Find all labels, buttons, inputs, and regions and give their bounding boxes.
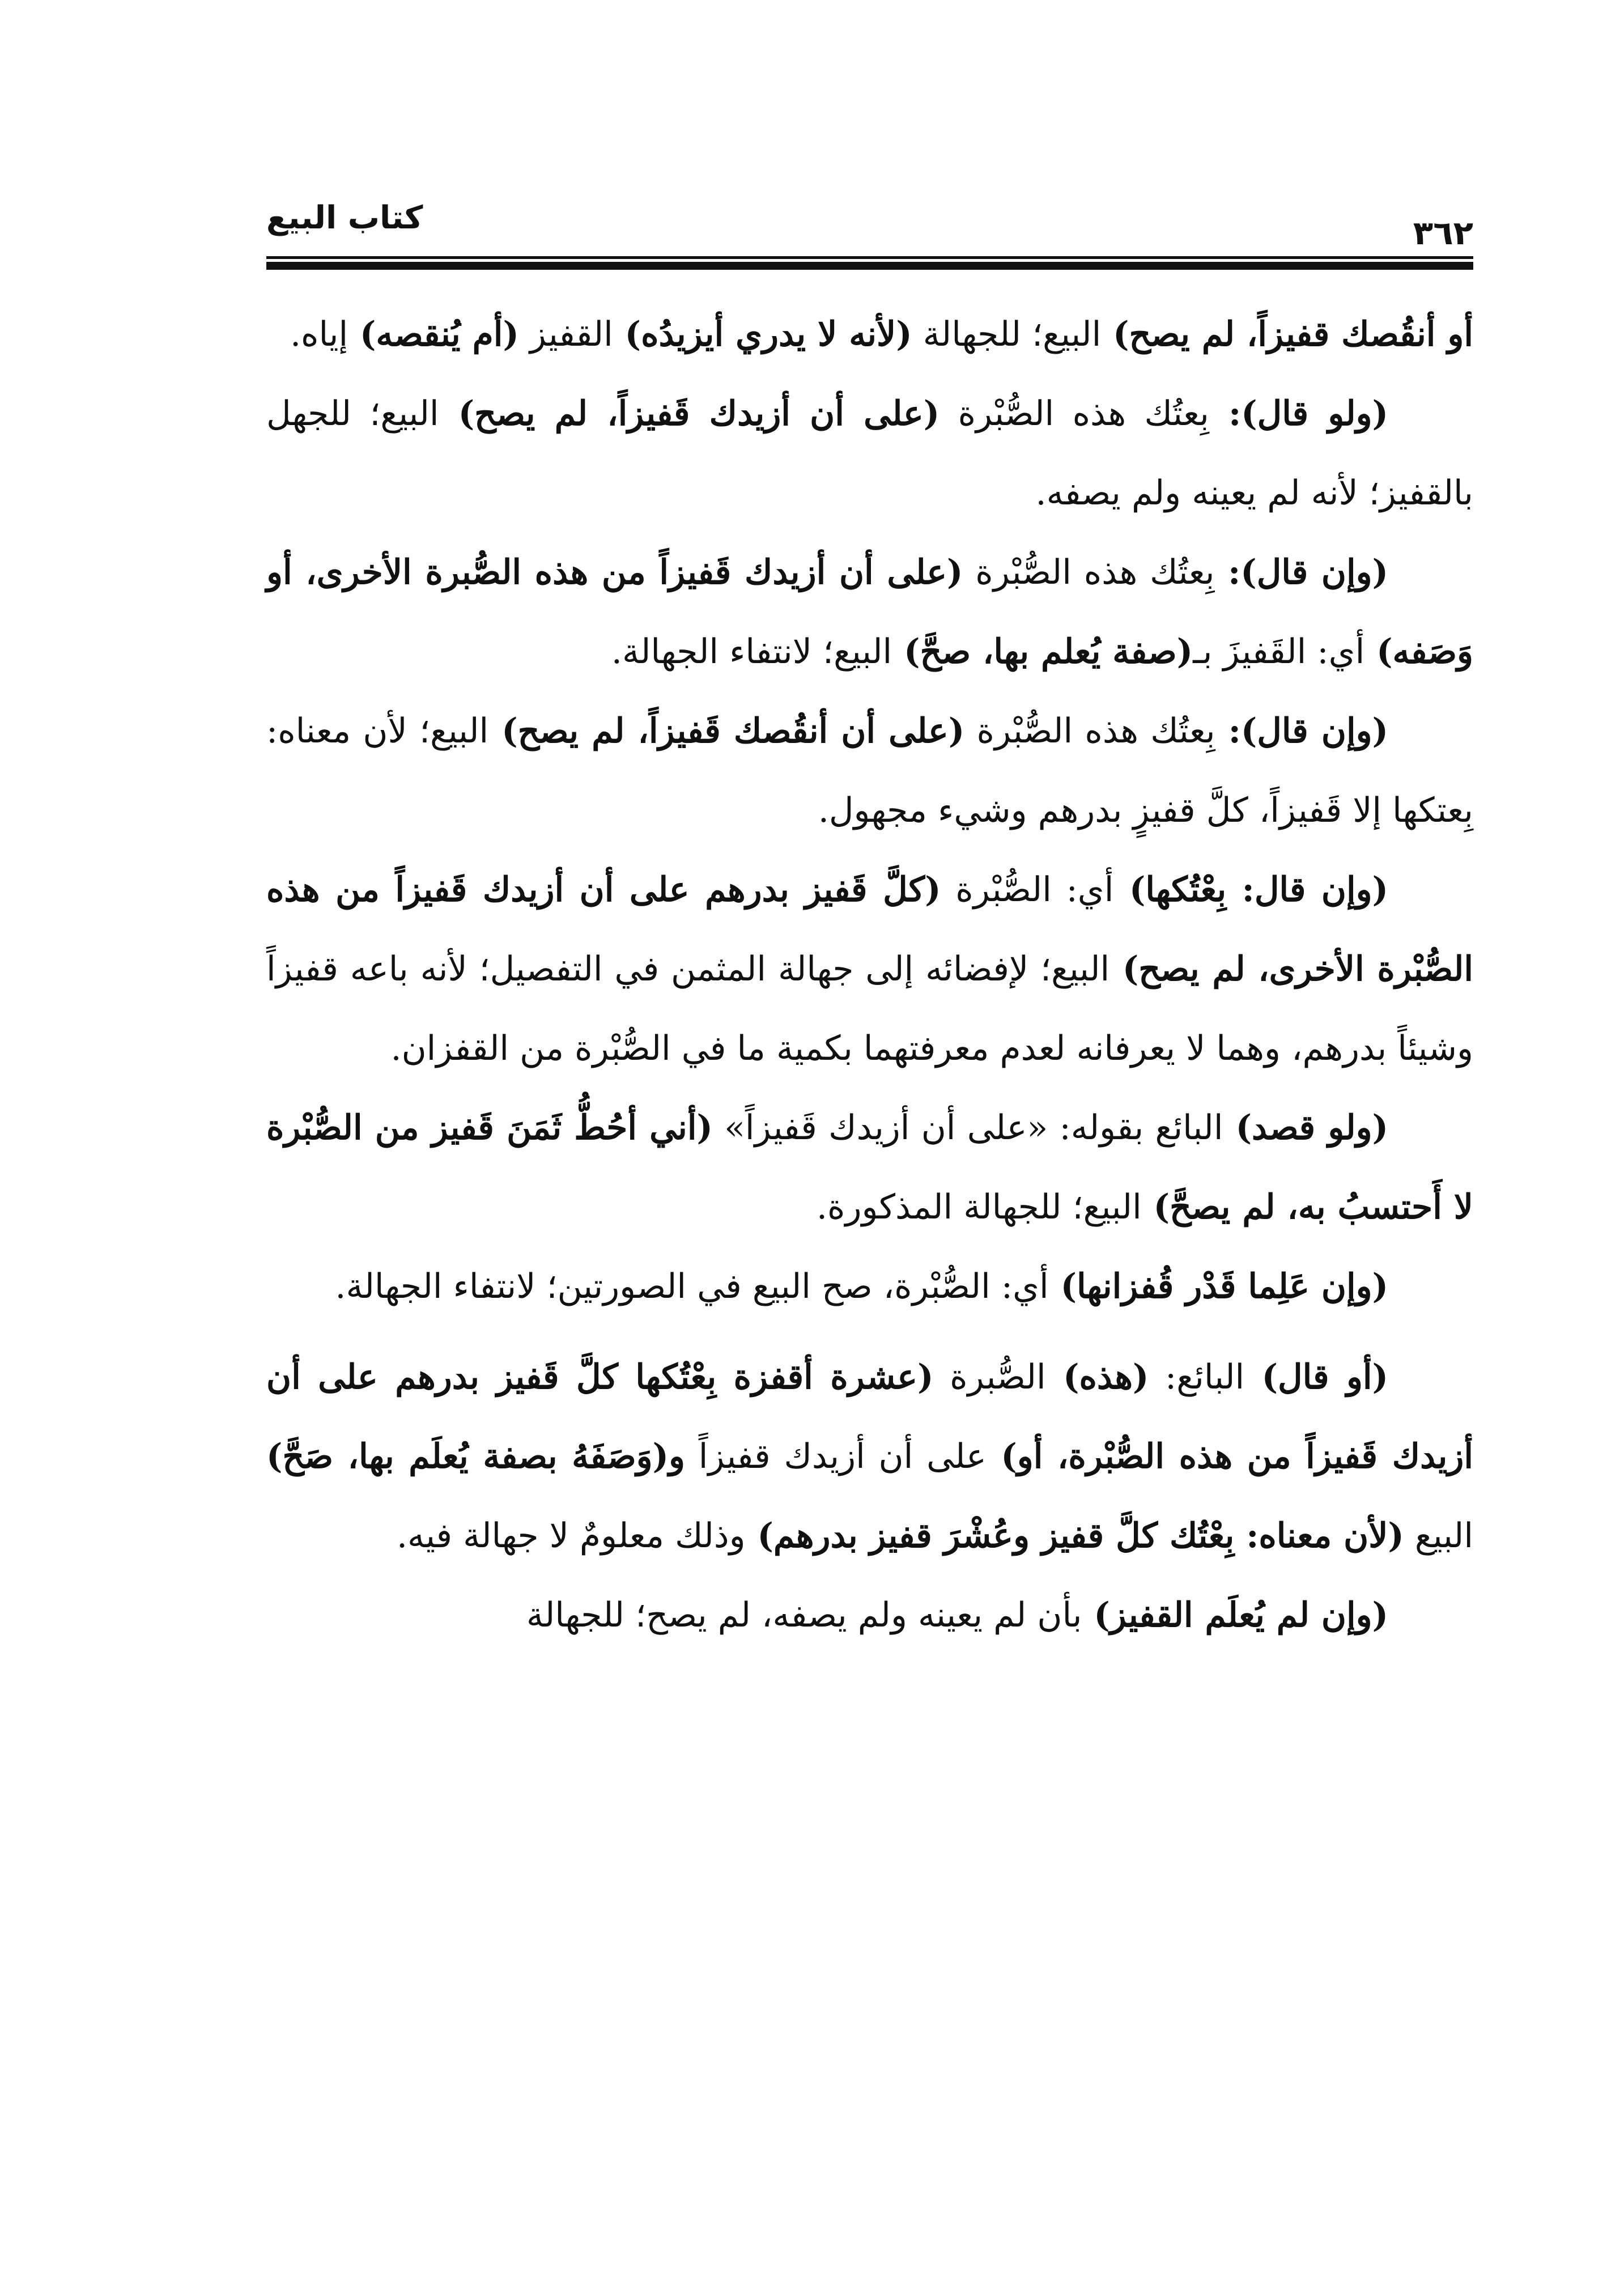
matn-text: (عشرة أقفزة بِعْتُكها كلَّ قَفيز بدرهم على أن أزيدك قَفيزاً من هذه الصُّبْرة، أو) bbox=[266, 1357, 1473, 1476]
matn-text: (وإن قال): bbox=[1214, 553, 1389, 592]
matn-text: (ولو قصد) bbox=[1223, 1108, 1388, 1148]
sharh-text: بأن لم يعينه ولم يصفه، لم يصح؛ للجهالة bbox=[526, 1595, 1082, 1635]
sharh-text: البيع؛ للجهالة bbox=[912, 315, 1102, 354]
paragraph bbox=[266, 1088, 1473, 1247]
matn-text: (كلَّ قَفيز بدرهم على أن أزيدك قَفيزاً من هذه الصُّبْرة الأخرى، لم يصح) bbox=[266, 870, 1473, 989]
matn-text: (لأنه لا يدري أيزيدُه) bbox=[613, 315, 912, 354]
matn-text: (لأن معناه: بِعْتُك كلَّ قفيز وعُشْرَ قفيز بدرهم) bbox=[745, 1516, 1404, 1556]
sharh-text: البيع؛ لأن معناه: بِعتكها إلا قَفيزاً، كلَّ قفيزٍ بدرهم وشيء مجهول. bbox=[266, 711, 1473, 830]
sharh-text: البيع؛ لإفضائه إلى جهالة المثمن في التفصيل؛ لأنه باعه قفيزاً وشيئاً بدرهم، وهما لا يعرفانه لعدم معرفتهما بكمية ما في الصُّبْرة من القفزان. bbox=[266, 949, 1473, 1068]
sharh-text: البائع بقوله: «على أن أزيدك قَفيزاً» bbox=[712, 1108, 1223, 1148]
body-text bbox=[266, 295, 1473, 1655]
matn-text: أو أنقُصك قفيزاً، لم يصح) bbox=[1101, 315, 1473, 354]
matn-text: (على أن أزيدك قَفيزاً، لم يصح) bbox=[439, 394, 940, 434]
chapter-title: كتاب البيع bbox=[266, 199, 423, 236]
matn-text: (وإن لم يُعلَم القفيز) bbox=[1082, 1595, 1388, 1635]
matn-text: (وإن قال): bbox=[1215, 711, 1389, 751]
sharh-text: البيع؛ لانتفاء الجهالة. bbox=[611, 632, 892, 672]
matn-text: (صفة يُعلم بها، صحَّ) bbox=[892, 632, 1193, 672]
page-header bbox=[266, 187, 1473, 278]
matn-text: و(وَصَفَهُ بصفة يُعلَم بها، صَحَّ) bbox=[266, 1437, 685, 1476]
sharh-text: على أن أزيدك قفيزاً bbox=[685, 1437, 987, 1476]
paragraph bbox=[266, 1576, 1473, 1655]
sharh-text: بِعتُك هذه الصُّبْرة bbox=[963, 553, 1215, 592]
matn-text: (أم يُنقصه) bbox=[348, 315, 519, 354]
sharh-text: بِعتُك هذه الصُّبْرة bbox=[964, 711, 1215, 751]
sharh-text: أي: الصُّبْرة، صح البيع في الصورتين؛ لانتفاء الجهالة. bbox=[335, 1267, 1049, 1306]
sharh-text: البائع: bbox=[1149, 1357, 1245, 1397]
paragraph bbox=[266, 295, 1473, 374]
paragraph bbox=[266, 691, 1473, 850]
matn-text: (أني أحُطُّ ثَمَنَ قَفيز من الصُّبْرة لا أَحتسبُ به، لم يصحَّ) bbox=[266, 1108, 1473, 1227]
paragraph bbox=[266, 1337, 1473, 1576]
matn-text: (ولو قال): bbox=[1209, 394, 1389, 434]
paragraph bbox=[266, 1247, 1473, 1326]
sharh-text: وذلك معلومٌ لا جهالة فيه. bbox=[396, 1516, 746, 1556]
matn-text: (على أن أنقُصك قَفيزاً، لم يصح) bbox=[488, 711, 965, 751]
matn-text: (أو قال) bbox=[1244, 1357, 1388, 1397]
sharh-text: إياه. bbox=[290, 315, 348, 354]
sharh-text: أي: الصُّبْرة bbox=[941, 870, 1114, 910]
header-rule-thick bbox=[266, 262, 1473, 270]
paragraph bbox=[266, 533, 1473, 691]
header-rule-thin bbox=[266, 256, 1473, 259]
paragraph bbox=[266, 850, 1473, 1088]
sharh-text: بِعتُك هذه الصُّبْرة bbox=[939, 394, 1209, 434]
page-number: ٣٦٢ bbox=[1413, 214, 1473, 252]
sharh-text: البيع؛ للجهل بالقفيز؛ لأنه لم يعينه ولم يصفه. bbox=[266, 394, 1473, 513]
paragraph bbox=[266, 374, 1473, 533]
sharh-text: البيع؛ للجهالة المذكورة. bbox=[816, 1187, 1142, 1227]
sharh-text: البيع bbox=[1404, 1516, 1473, 1556]
matn-text: (وإن عَلِما قَدْر قُفزانها) bbox=[1048, 1267, 1388, 1306]
sharh-text: أي: القَفيزَ بـ bbox=[1193, 632, 1365, 672]
sharh-text: القفيز bbox=[518, 315, 613, 354]
sharh-text: الصُّبرة bbox=[933, 1357, 1046, 1397]
matn-text: (وإن قال: بِعْتُكها) bbox=[1113, 870, 1388, 910]
matn-text: (على أن أزيدك قَفيزاً من هذه الصُّبرة الأخرى، أو وَصَفه) bbox=[266, 553, 1473, 672]
matn-text: (هذه) bbox=[1045, 1357, 1149, 1397]
